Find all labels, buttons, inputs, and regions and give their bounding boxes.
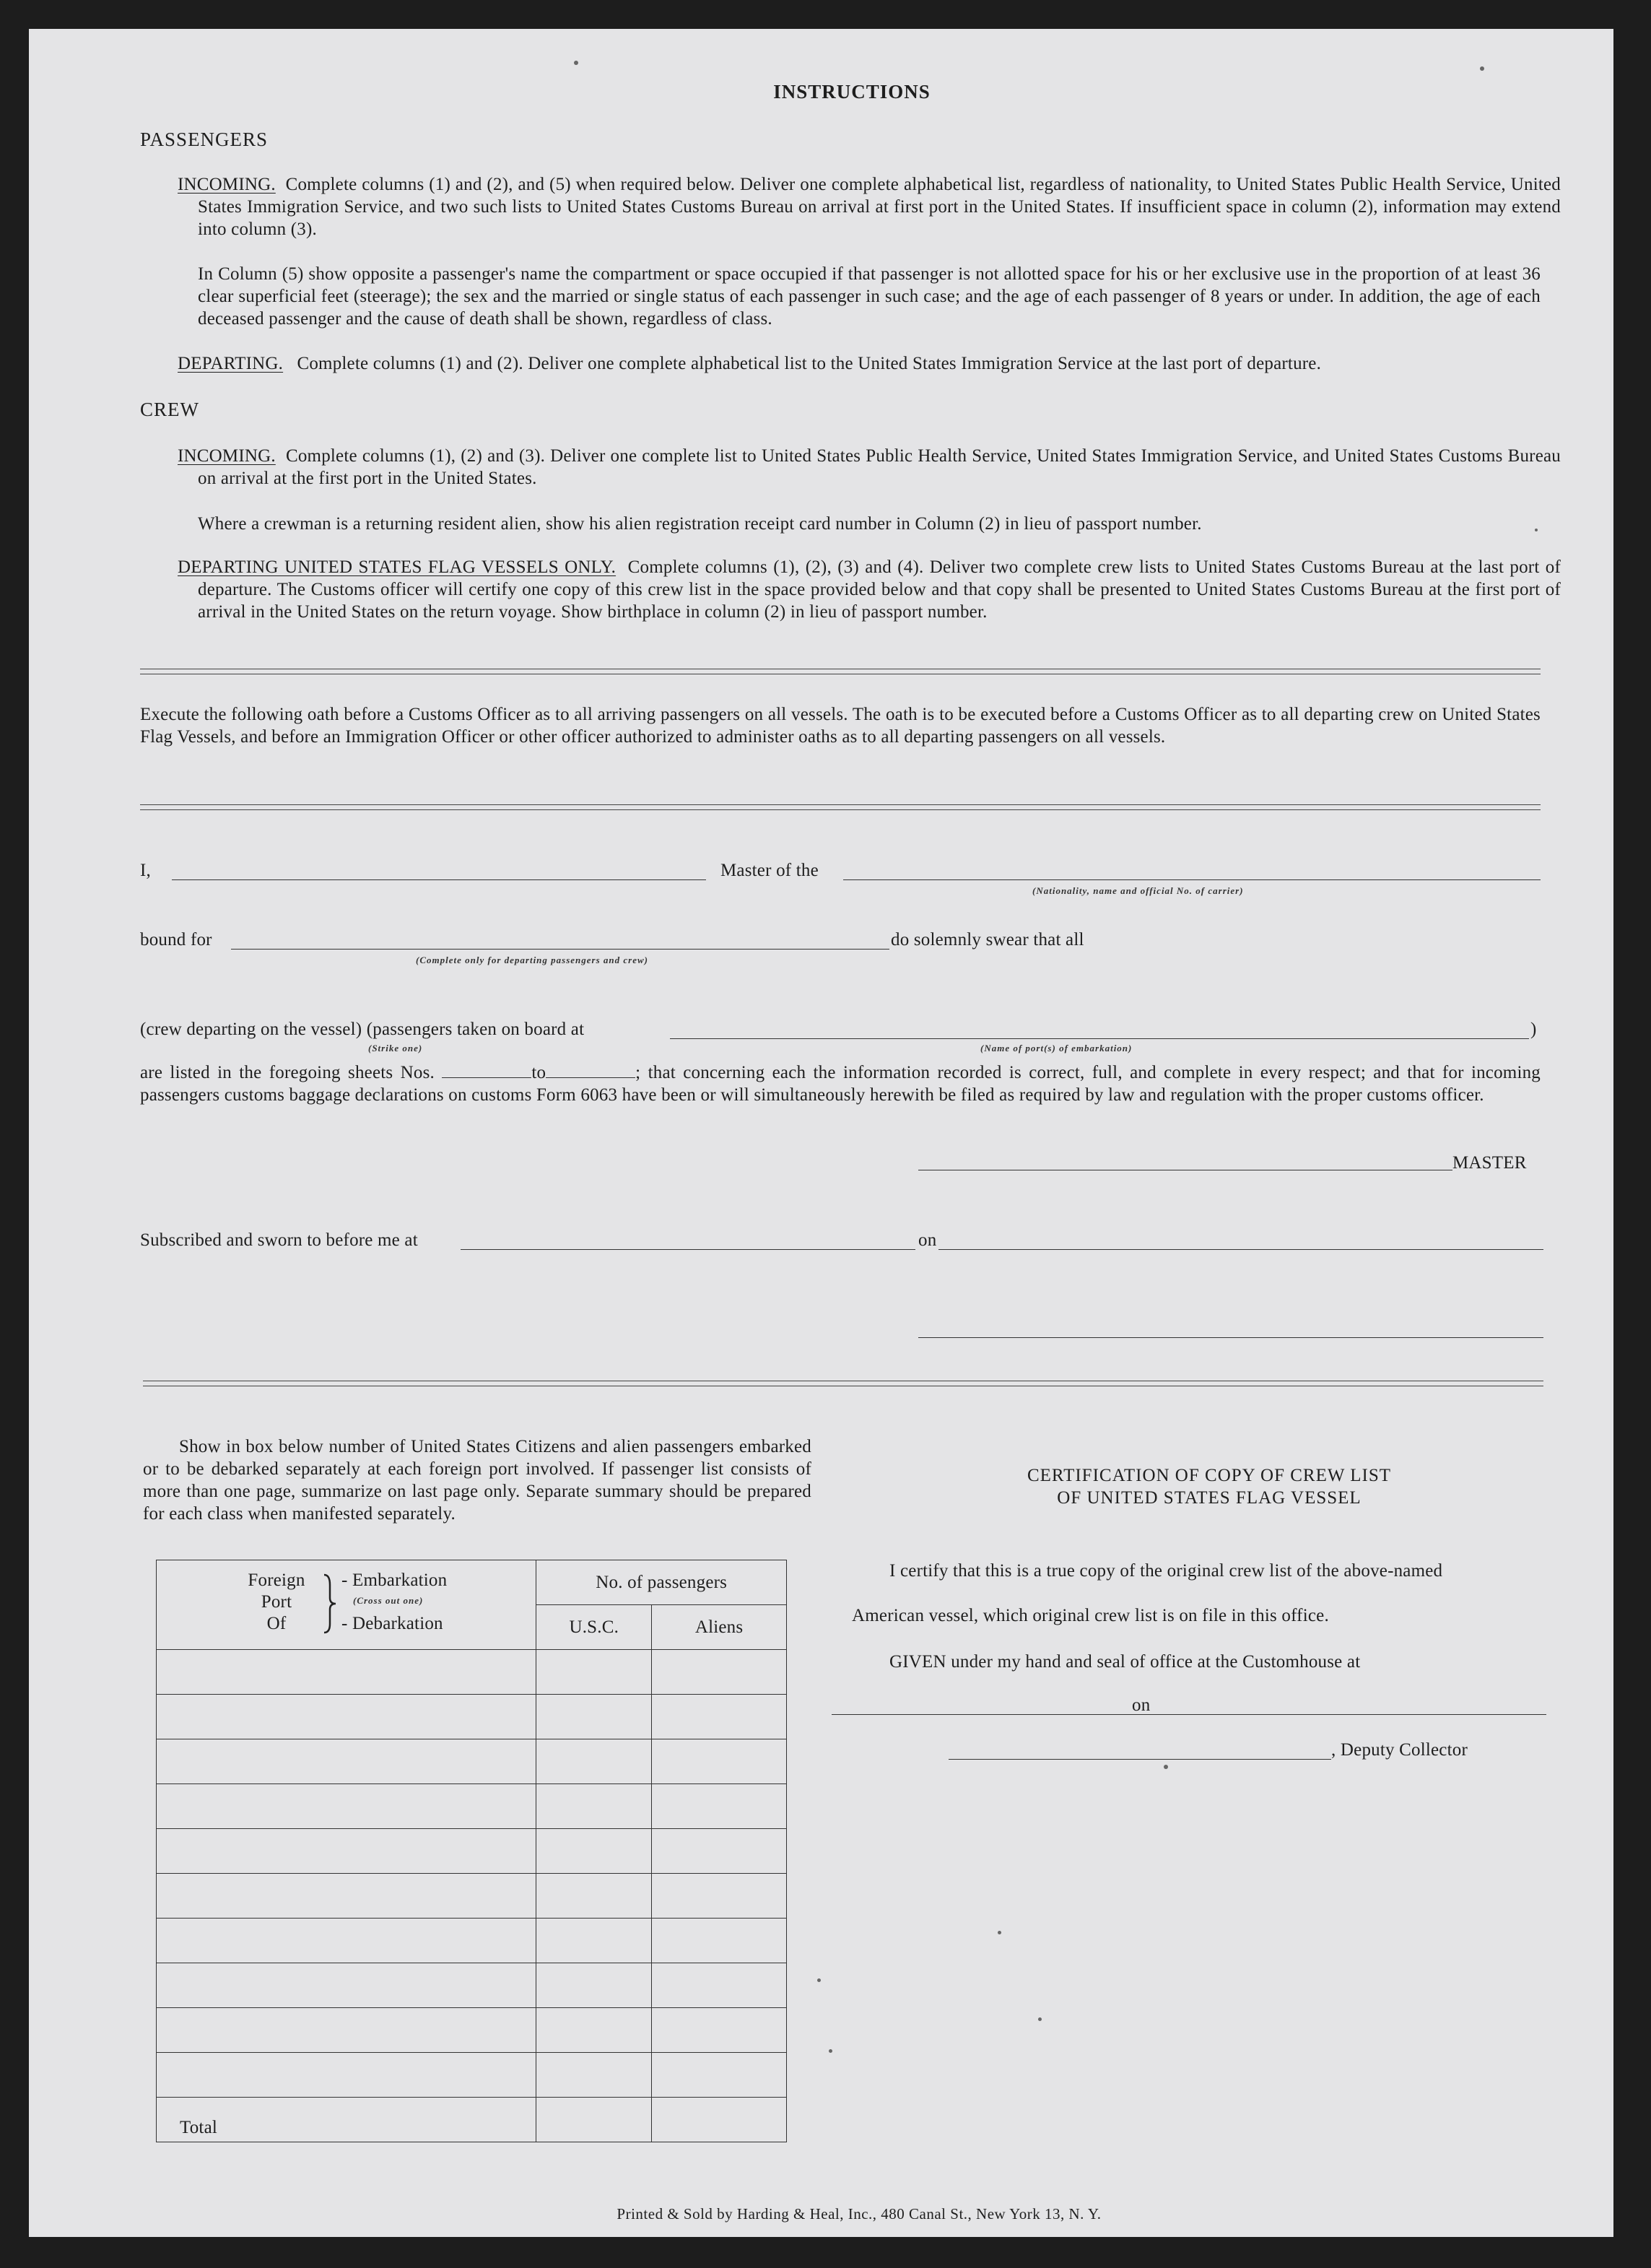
swear-text: do solemnly swear that all bbox=[891, 930, 1084, 950]
aliens-total-cell[interactable] bbox=[652, 2098, 787, 2142]
aliens-cell[interactable] bbox=[652, 1874, 787, 1919]
aliens-cell[interactable] bbox=[652, 2053, 787, 2098]
table-row bbox=[157, 1963, 787, 2008]
table-row bbox=[157, 2008, 787, 2053]
customhouse-field[interactable] bbox=[832, 1714, 1158, 1715]
dust-speck bbox=[817, 1978, 821, 1982]
crew-heading: CREW bbox=[140, 399, 199, 420]
port-cell[interactable] bbox=[157, 1963, 536, 2008]
port-cell[interactable] bbox=[157, 1919, 536, 1963]
port-cell[interactable] bbox=[157, 1695, 536, 1739]
printer-footer: Printed & Sold by Harding & Heal, Inc., 480 Canal St., New York 13, N. Y. bbox=[617, 2205, 1102, 2223]
dust-speck bbox=[998, 1931, 1001, 1934]
usc-cell[interactable] bbox=[536, 1874, 652, 1919]
sworn-date-field[interactable] bbox=[938, 1249, 1543, 1250]
usc-cell[interactable] bbox=[536, 1739, 652, 1784]
certification-title-2: OF UNITED STATES FLAG VESSEL bbox=[1057, 1488, 1362, 1508]
officer-signature-field[interactable] bbox=[918, 1337, 1543, 1338]
port-cell[interactable] bbox=[157, 1874, 536, 1919]
usc-header: U.S.C. bbox=[536, 1605, 652, 1650]
strike-one-caption: (Strike one) bbox=[368, 1043, 423, 1053]
aliens-cell[interactable] bbox=[652, 2008, 787, 2053]
table-row bbox=[157, 1874, 787, 1919]
passengers-departing-paragraph bbox=[178, 352, 1541, 375]
passengers-departing-label: DEPARTING. bbox=[178, 354, 284, 373]
passengers-incoming-label: INCOMING. bbox=[178, 175, 276, 194]
aliens-cell[interactable] bbox=[652, 1650, 787, 1695]
port-cell[interactable] bbox=[157, 2053, 536, 2098]
port-header-cell bbox=[157, 1560, 536, 1650]
usc-cell[interactable] bbox=[536, 1919, 652, 1963]
no-passengers-header: No. of passengers bbox=[536, 1560, 787, 1605]
port-cell[interactable] bbox=[157, 1784, 536, 1829]
port-cell[interactable] bbox=[157, 1829, 536, 1874]
crew-alien-text: Where a crewman is a returning resident alien, show his alien registration receipt card number in Column (2) in lieu of passport number. bbox=[198, 514, 1202, 534]
dust-speck bbox=[1480, 66, 1484, 71]
aliens-cell[interactable] bbox=[652, 1919, 787, 1963]
crew-incoming-label: INCOMING. bbox=[178, 446, 276, 466]
certification-title-1: CERTIFICATION OF COPY OF CREW LIST bbox=[1027, 1466, 1392, 1485]
passengers-column5-paragraph bbox=[198, 263, 1541, 330]
given-line: GIVEN under my hand and seal of office at the Customhouse at bbox=[889, 1652, 1361, 1672]
embarkation-ports-field[interactable] bbox=[670, 1038, 1529, 1039]
master-of-the-label: Master of the bbox=[720, 861, 819, 880]
usc-cell[interactable] bbox=[536, 1695, 652, 1739]
cert-date-field[interactable] bbox=[1154, 1714, 1546, 1715]
sheets-prefix: are listed in the foregoing sheets Nos. bbox=[140, 1063, 435, 1082]
table-row bbox=[157, 1695, 787, 1739]
usc-cell[interactable] bbox=[536, 1784, 652, 1829]
aliens-cell[interactable] bbox=[652, 1963, 787, 2008]
usc-cell[interactable] bbox=[536, 1963, 652, 2008]
master-label: MASTER bbox=[1452, 1153, 1527, 1173]
aliens-cell[interactable] bbox=[652, 1829, 787, 1874]
crew-alien-paragraph bbox=[198, 513, 1541, 535]
summary-intro bbox=[143, 1435, 811, 1525]
usc-cell[interactable] bbox=[536, 1829, 652, 1874]
section-divider bbox=[140, 669, 1541, 674]
table-row bbox=[157, 1739, 787, 1784]
sheets-text: ; that concerning each the information recorded is correct, full, and complete in every respect; and that for incoming passengers customs baggage declarations on customs Form 6063 have been or will simultaneously herewith be filed as required by law and regulation with the proper customs officer. bbox=[140, 1063, 1541, 1105]
crew-incoming-text: Complete columns (1), (2) and (3). Deliver one complete list to United States Public Health Service, United States Immigration Service, and United States Customs Bureau on arrival at the first port in the United States. bbox=[198, 446, 1561, 488]
bound-for-label: bound for bbox=[140, 930, 212, 950]
port-label: Port bbox=[261, 1592, 292, 1612]
sheet-to-field[interactable] bbox=[546, 1063, 635, 1078]
passengers-heading: PASSENGERS bbox=[140, 129, 269, 150]
deputy-collector-label: , Deputy Collector bbox=[1331, 1740, 1468, 1760]
aliens-cell[interactable] bbox=[652, 1695, 787, 1739]
embarkation-option[interactable]: - Embarkation bbox=[341, 1570, 448, 1590]
usc-total-cell[interactable] bbox=[536, 2098, 652, 2142]
dust-speck bbox=[829, 2049, 832, 2053]
dust-speck bbox=[1535, 529, 1538, 531]
crew-departing-strike-text: (crew departing on the vessel) (passengers taken on board at bbox=[140, 1020, 585, 1039]
table-row bbox=[157, 2053, 787, 2098]
passengers-incoming-text: Complete columns (1) and (2), and (5) when required below. Deliver one complete alphabetical list, regardless of nationality, to United States Public Health Service, United States Immigration Service, and two such lists to United States Customs Bureau on arrival at first port in the United States. If insufficient space in column (2), information may extend into column (3). bbox=[198, 175, 1561, 239]
crew-departing-text: Complete columns (1), (2), (3) and (4). Deliver two complete crew lists to United States Customs Bureau at the last port of departure. The Customs officer will certify one copy of this crew list in the space provided below and that copy shall be presented to United States Customs Bureau at the first port of arrival in the United States on the return voyage. Show birthplace in column (2) in lieu of passport number. bbox=[198, 557, 1561, 622]
oath-intro-text: Execute the following oath before a Customs Officer as to all arriving passengers on all vessels. The oath is to be executed before a Customs Officer as to all departing crew on United States Flag Vessels, and before an Immigration Officer or other officer authorized to administer oaths as to all departing passengers on all vessels. bbox=[140, 705, 1541, 747]
table-row bbox=[157, 1829, 787, 1874]
total-label: Total bbox=[157, 2098, 536, 2142]
port-cell[interactable] bbox=[157, 1650, 536, 1695]
oath-i-label: I, bbox=[140, 861, 151, 880]
to-word: to bbox=[531, 1063, 546, 1082]
table-row bbox=[157, 1919, 787, 1963]
aliens-cell[interactable] bbox=[652, 1739, 787, 1784]
sheets-paragraph bbox=[140, 1061, 1541, 1106]
of-label: Of bbox=[266, 1614, 287, 1633]
crew-departing-paragraph bbox=[178, 556, 1561, 623]
section-divider bbox=[140, 804, 1541, 810]
usc-cell[interactable] bbox=[536, 2008, 652, 2053]
certify-line-2: American vessel, which original crew list is on file in this office. bbox=[852, 1606, 1329, 1625]
port-cell[interactable] bbox=[157, 2008, 536, 2053]
oath-intro bbox=[140, 703, 1541, 748]
debarkation-option[interactable]: - Debarkation bbox=[341, 1614, 443, 1633]
port-cell[interactable] bbox=[157, 1739, 536, 1784]
passenger-summary-table bbox=[156, 1560, 787, 2142]
form-page bbox=[29, 29, 1613, 2237]
passengers-column5-text: In Column (5) show opposite a passenger's name the compartment or space occupied if that passenger is not allotted space for his or her exclusive use in the proportion of at least 36 clear superficial feet (steerage); the sex and the married or single status of each passenger in such case; and the age of each passenger of 8 years or under. In addition, the age of each deceased passenger and the cause of death shall be shown, regardless of class. bbox=[198, 264, 1541, 329]
dust-speck bbox=[1038, 2017, 1042, 2021]
bound-for-field[interactable] bbox=[231, 949, 889, 950]
dust-speck bbox=[1164, 1765, 1168, 1769]
brace-icon bbox=[320, 1570, 339, 1637]
ports-caption: (Name of port(s) of embarkation) bbox=[980, 1043, 1133, 1053]
close-paren: ) bbox=[1530, 1020, 1537, 1039]
certify-line-1: I certify that this is a true copy of the original crew list of the above-named bbox=[889, 1561, 1443, 1581]
bound-for-caption: (Complete only for departing passengers and crew) bbox=[416, 955, 648, 965]
subscribed-label: Subscribed and sworn to before me at bbox=[140, 1230, 418, 1250]
crew-departing-label: DEPARTING UNITED STATES FLAG VESSELS ONLY. bbox=[178, 557, 617, 577]
table-row bbox=[157, 1650, 787, 1695]
sworn-place-field[interactable] bbox=[461, 1249, 915, 1250]
carrier-caption: (Nationality, name and official No. of carrier) bbox=[1032, 885, 1244, 896]
usc-cell[interactable] bbox=[536, 1650, 652, 1695]
sworn-on-label: on bbox=[918, 1230, 937, 1250]
aliens-cell[interactable] bbox=[652, 1784, 787, 1829]
usc-cell[interactable] bbox=[536, 2053, 652, 2098]
total-row bbox=[157, 2098, 787, 2142]
deputy-signature-field[interactable] bbox=[949, 1759, 1331, 1760]
cert-on-label: on bbox=[1132, 1695, 1151, 1715]
aliens-header: Aliens bbox=[652, 1605, 787, 1650]
summary-intro-text: Show in box below number of United States Citizens and alien passengers embarked or to be debarked separately at each foreign port involved. If passenger list consists of more than one page, summarize on last page only. Separate summary should be prepared for each class when manifested separately. bbox=[143, 1437, 811, 1524]
carrier-field[interactable] bbox=[843, 879, 1541, 880]
cross-out-caption: (Cross out one) bbox=[353, 1595, 424, 1606]
passengers-departing-text: Complete columns (1) and (2). Deliver one complete alphabetical list to the United States Immigration Service at the last port of departure. bbox=[297, 354, 1322, 373]
section-divider bbox=[143, 1381, 1543, 1386]
crew-incoming-paragraph bbox=[178, 445, 1561, 490]
passengers-incoming-paragraph bbox=[178, 173, 1561, 240]
master-name-field[interactable] bbox=[172, 879, 706, 880]
foreign-label: Foreign bbox=[248, 1570, 305, 1590]
sheet-from-field[interactable] bbox=[442, 1063, 531, 1078]
table-row bbox=[157, 1784, 787, 1829]
instructions-title: INSTRUCTIONS bbox=[773, 81, 931, 103]
dust-speck bbox=[574, 61, 578, 65]
